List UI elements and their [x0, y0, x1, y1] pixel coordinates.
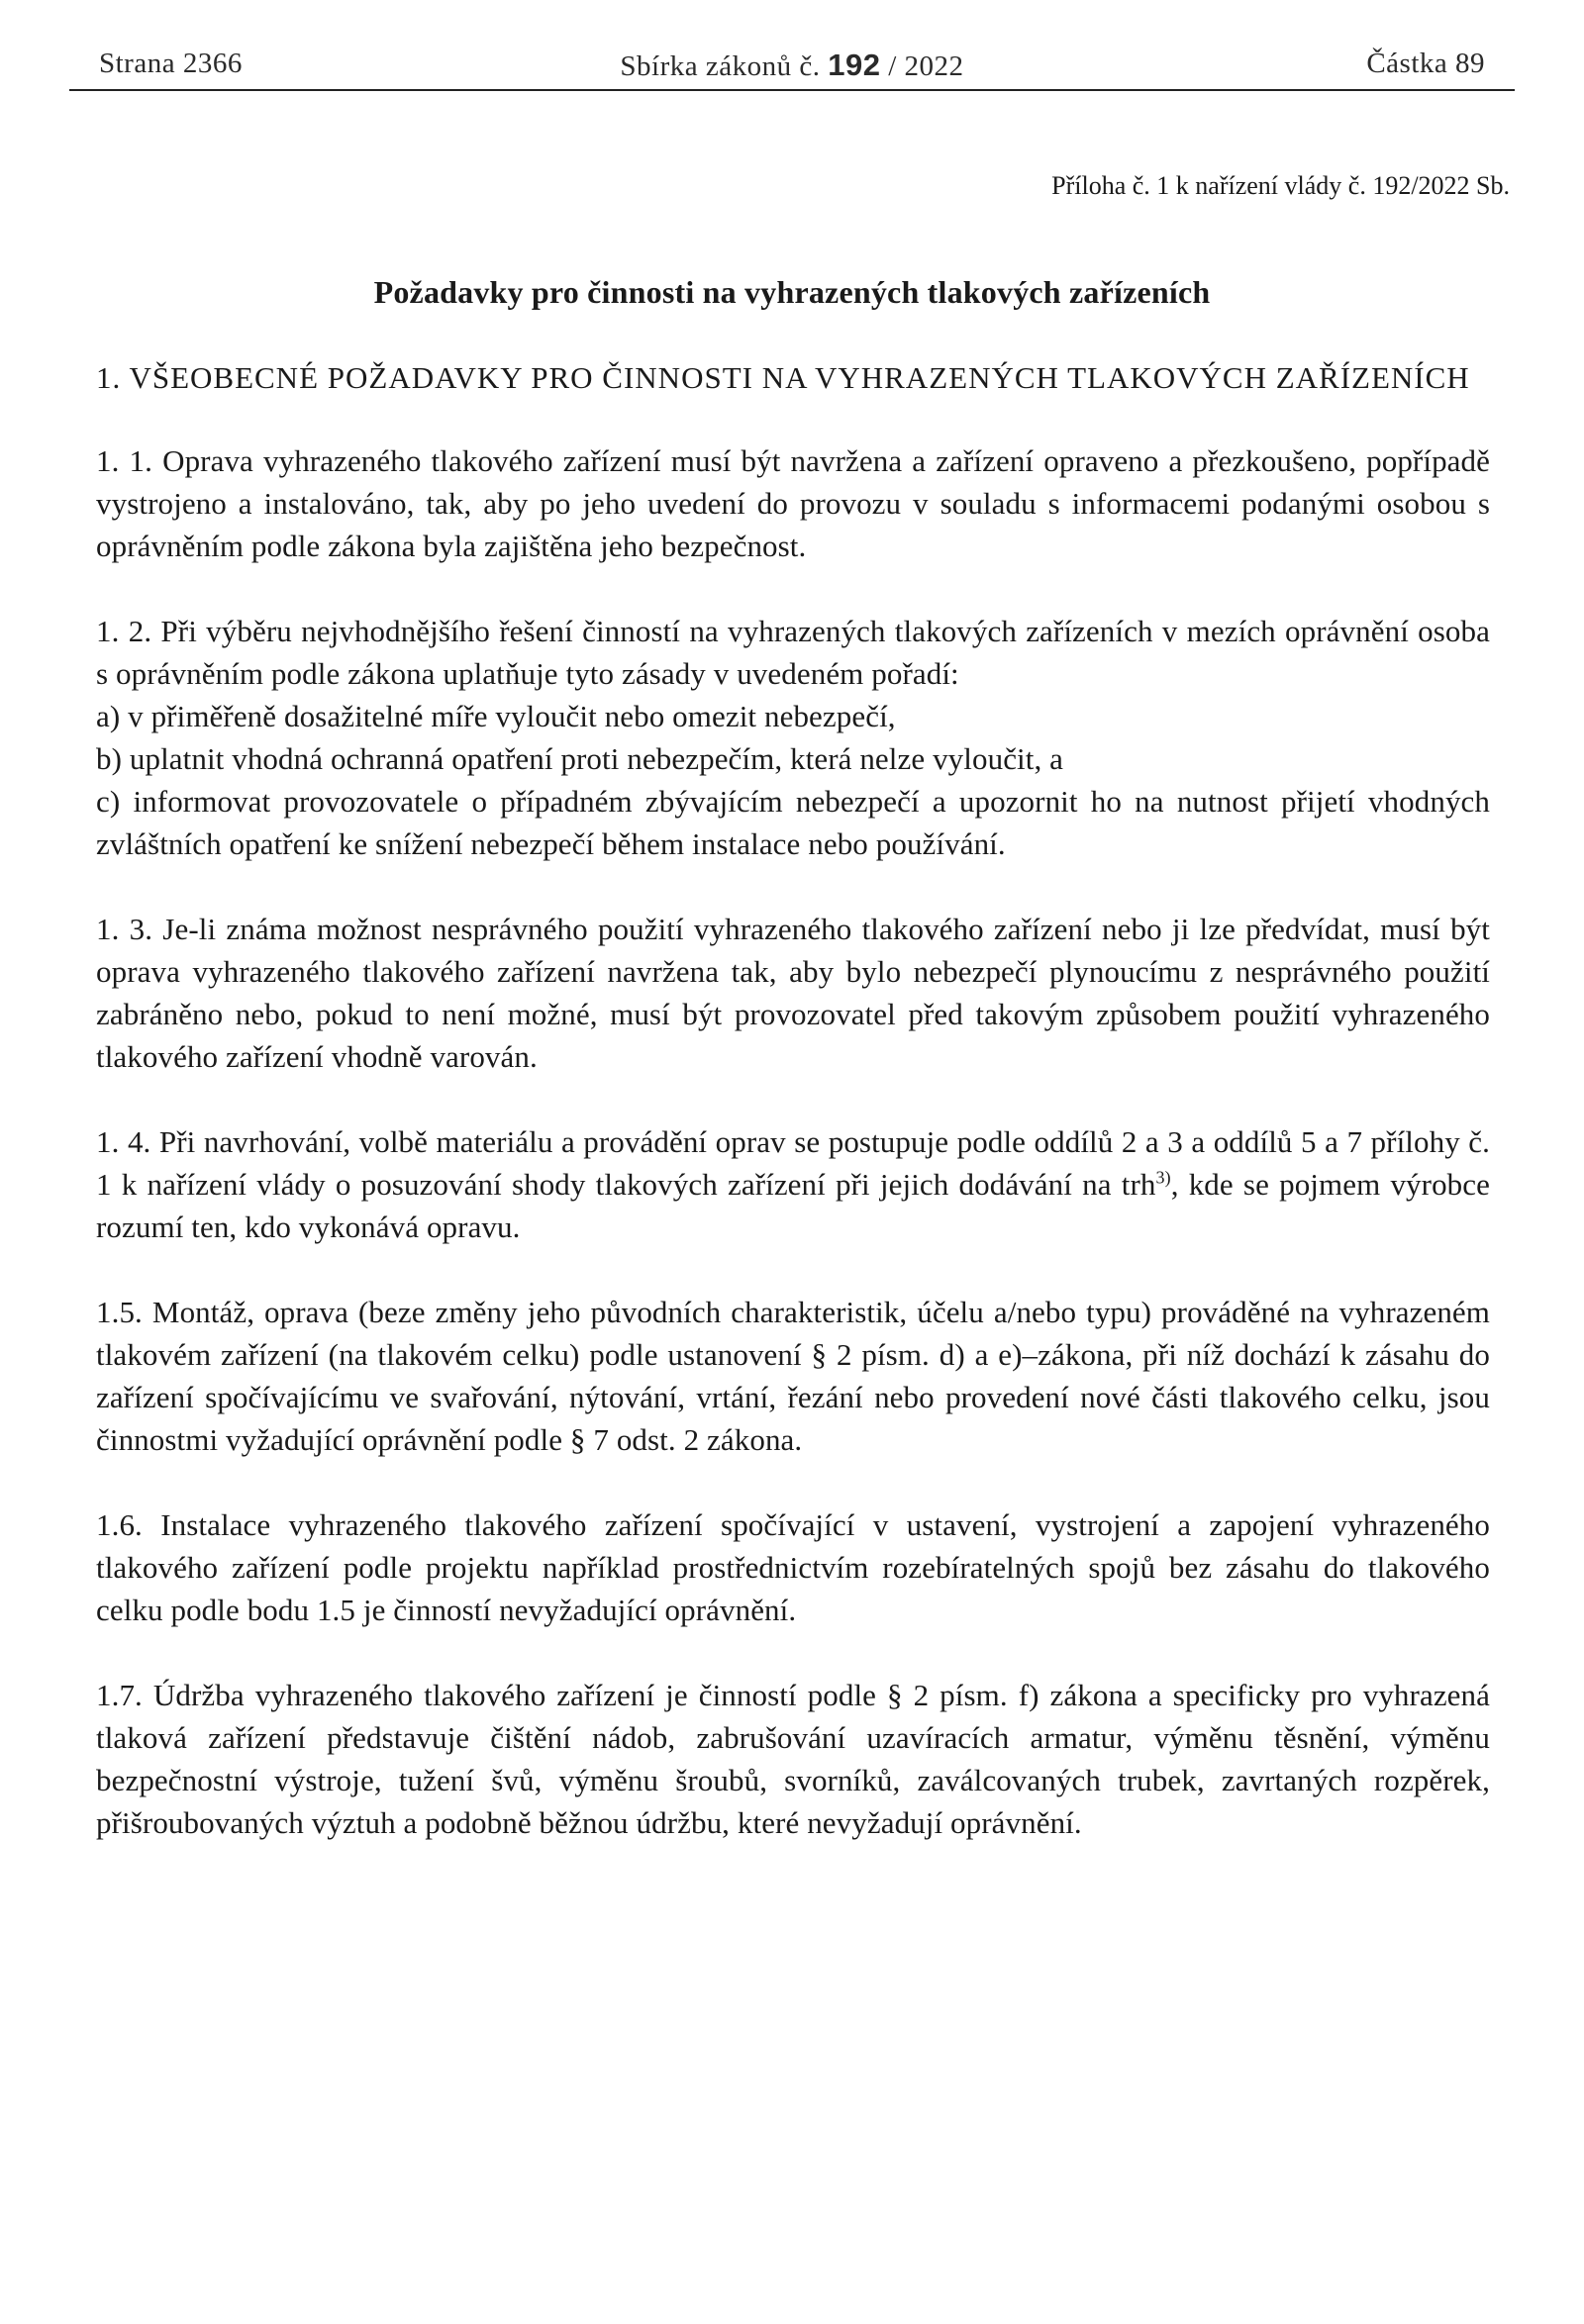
footnote-reference: 3)	[1155, 1167, 1171, 1188]
paragraph-1-1: 1. 1. Oprava vyhrazeného tlakového zařízení musí být navržena a zařízení opraveno a přezkoušeno, popřípadě vystrojeno a instalováno, tak, aby po jeho uvedení do provozu v souladu s informacemi podanými osobou s oprávněním podle zákona byla zajištěna jeho bezpečnost.	[96, 443, 1490, 563]
collection-year: / 2022	[888, 50, 964, 82]
paragraph-1-7: 1.7. Údržba vyhrazeného tlakového zařízení je činností podle § 2 písm. f) zákona a specificky pro vyhrazená tlaková zařízení představuje čištění nádob, zabrušování uzavíracích armatur, výměnu těsnění, výměnu bezpečnostní výstroje, tužení švů, výměnu šroubů, svorníků, zaválcovaných trubek, zavrtaných rozpěrek, přišroubovaných výztuh a podobně běžnou údržbu, které nevyžadují oprávnění.	[96, 1678, 1490, 1840]
paragraph-1-2-intro: 1. 2. Při výběru nejvhodnějšího řešení činností na vyhrazených tlakových zařízeních v mezích oprávnění osoba s oprávněním podle zákona uplatňuje tyto zásady v uvedeném pořadí:	[96, 614, 1490, 691]
paragraph-1-4-text: 1. 4. Při navrhování, volbě materiálu a provádění oprav se postupuje podle oddílů 2 a 3 a oddílů 5 a 7 přílohy č. 1 k nařízení vlády o posuzování shody tlakových zařízení při jejich dodávání na trh	[96, 1124, 1490, 1202]
page-number: Strana 2366	[99, 48, 243, 79]
list-item-a: a) v přiměřeně dosažitelné míře vyloučit nebo omezit nebezpečí,	[96, 699, 896, 733]
section-heading: 1. VŠEOBECNÉ POŽADAVKY PRO ČINNOSTI NA VYHRAZENÝCH TLAKOVÝCH ZAŘÍZENÍCH	[96, 360, 1470, 395]
paragraph-1-2	[96, 610, 1490, 865]
page-header	[69, 48, 1515, 91]
paragraph-1-5: 1.5. Montáž, oprava (beze změny jeho původních charakteristik, účelu a/nebo typu) prováděné na vyhrazeném tlakovém zařízení (na tlakovém celku) podle ustanovení § 2 písm. d) a e)–zákona, při níž dochází k zásahu do zařízení spočívajícímu ve svařování, nýtování, vrtání, řezání nebo provedení nové části tlakového celku, jsou činnostmi vyžadující oprávnění podle § 7 odst. 2 zákona.	[96, 1295, 1490, 1457]
issue-number: 192	[828, 48, 881, 82]
paragraph-1-6: 1.6. Instalace vyhrazeného tlakového zařízení spočívající v ustavení, vystrojení a zapojení vyhrazeného tlakového zařízení podle projektu například prostřednictvím rozebíratelných spojů bez zásahu do tlakového celku podle bodu 1.5 je činností nevyžadující oprávnění.	[96, 1507, 1490, 1627]
paragraph-1-4-text-end: , kde se pojmem výrobce rozumí ten, kdo vykonává opravu.	[96, 1167, 1490, 1244]
part-number: Částka 89	[1366, 48, 1485, 79]
document-title: Požadavky pro činnosti na vyhrazených tlakových zařízeních	[373, 274, 1211, 310]
paragraph-1-3: 1. 3. Je-li známa možnost nesprávného použití vyhrazeného tlakového zařízení nebo ji lze předvídat, musí být oprava vyhrazeného tlakového zařízení navržena tak, aby bylo nebezpečí plynoucímu z nesprávného použití zabráněno nebo, pokud to není možné, musí být provozovatel před takovým způsobem použití vyhrazeného tlakového zařízení vhodně varován.	[96, 912, 1490, 1074]
collection-reference	[69, 48, 1515, 83]
list-item-c: c) informovat provozovatele o případném zbývajícím nebezpečí a upozornit ho na nutnost přijetí vhodných zvláštních opatření ke snížení nebezpečí během instalace nebo používání.	[96, 784, 1490, 861]
annex-reference: Příloha č. 1 k nařízení vlády č. 192/2022 Sb.	[1051, 171, 1510, 200]
list-item-b: b) uplatnit vhodná ochranná opatření proti nebezpečím, která nelze vyloučit, a	[96, 741, 1064, 776]
paragraph-1-4	[96, 1120, 1490, 1248]
document-body	[96, 356, 1490, 1887]
collection-prefix: Sbírka zákonů č.	[620, 50, 821, 82]
